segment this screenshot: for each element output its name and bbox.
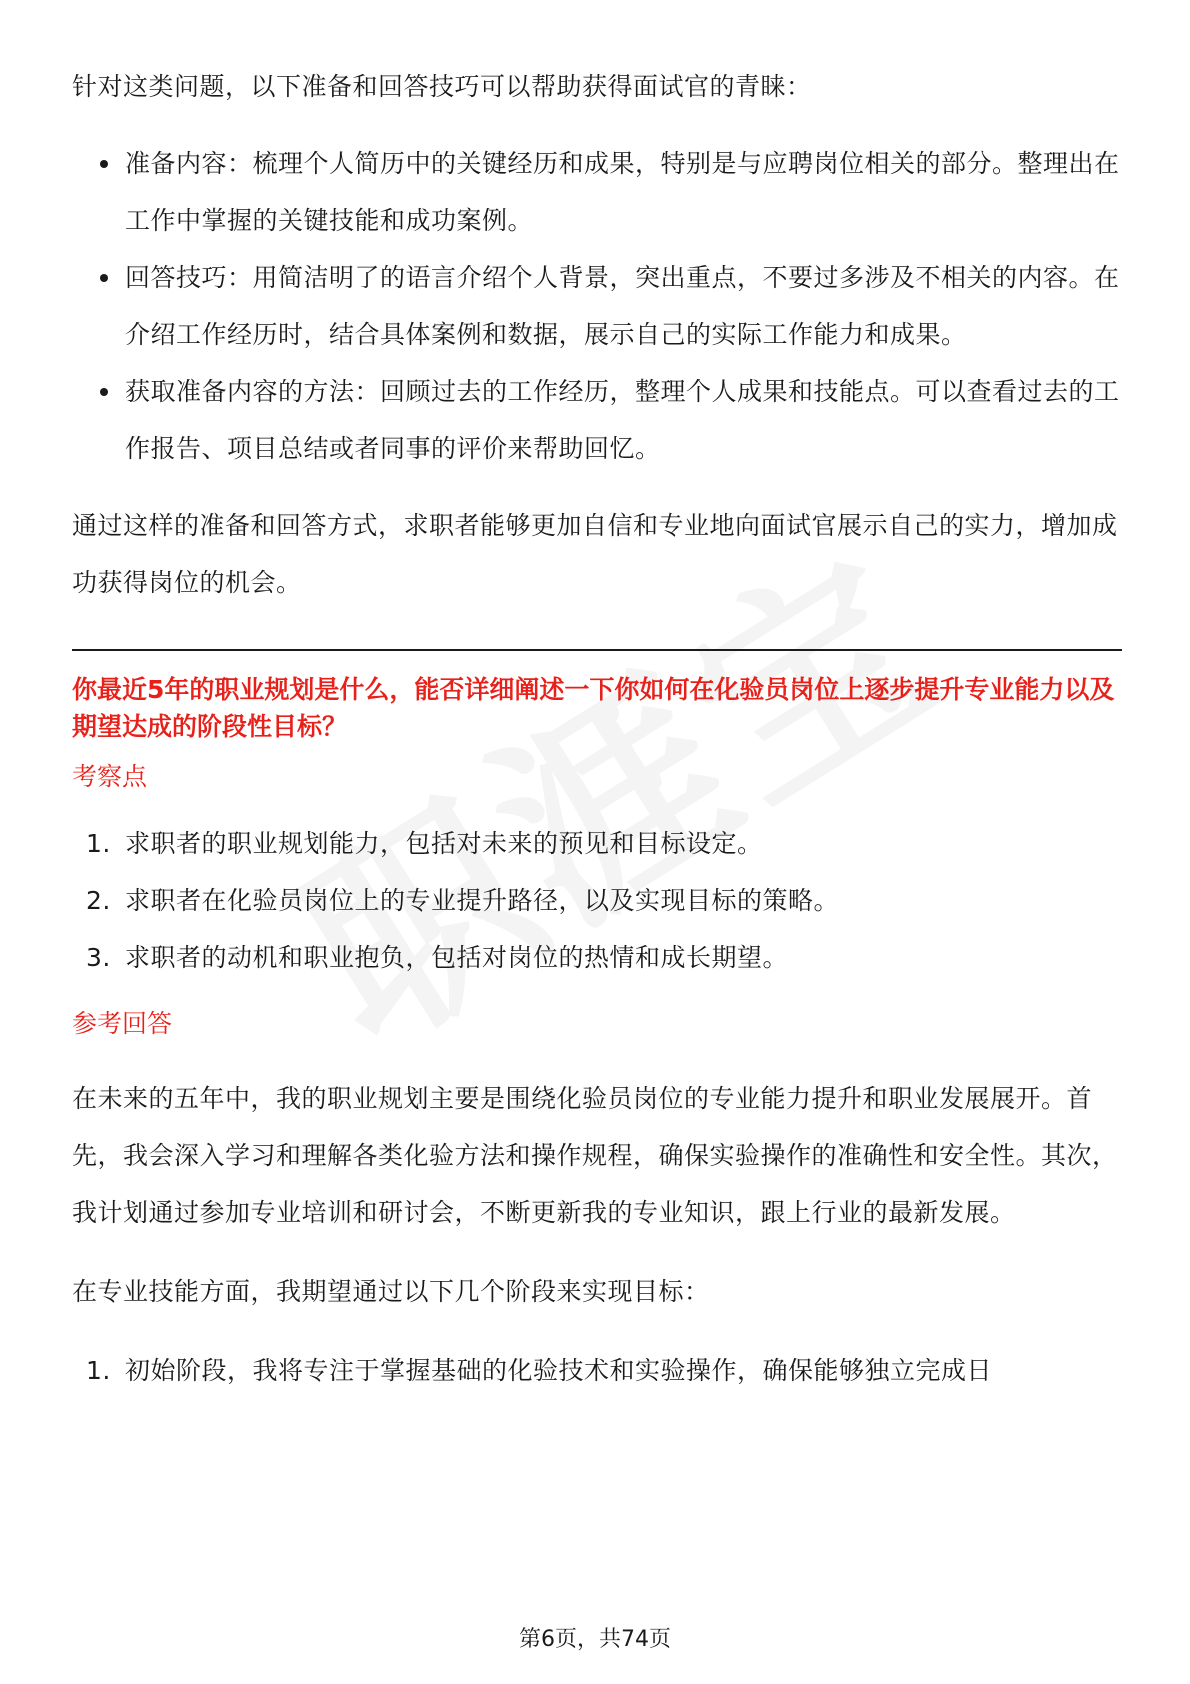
document-page: [72, 58, 1122, 1419]
list-number: 1.: [86, 1356, 111, 1385]
bullet-item: [72, 249, 1122, 363]
page-footer: 第6页，共74页: [519, 1627, 671, 1652]
bullet-dot-icon: [100, 388, 108, 396]
bullet-text: 获取准备内容的方法：回顾过去的工作经历，整理个人成果和技能点。可以查看过去的工作报告、项目总结或者同事的评价来帮助回忆。: [125, 377, 1120, 463]
bullet-text: 准备内容：梳理个人简历中的关键经历和成果，特别是与应聘岗位相关的部分。整理出在工作中掌握的关键技能和成功案例。: [125, 149, 1120, 235]
list-number: 3.: [86, 943, 111, 972]
assessment-item: [72, 929, 1122, 986]
assessment-text: 求职者的职业规划能力，包括对未来的预见和目标设定。: [125, 829, 763, 858]
list-number: 1.: [86, 829, 111, 858]
list-number: 2.: [86, 886, 111, 915]
section-divider: [72, 649, 1122, 651]
stage-item: [72, 1342, 1122, 1399]
assessment-text: 求职者的动机和职业抱负，包括对岗位的热情和成长期望。: [125, 943, 789, 972]
stage-text: 初始阶段，我将专注于掌握基础的化验技术和实验操作，确保能够独立完成日: [125, 1356, 993, 1385]
question-heading: 你最近5年的职业规划是什么，能否详细阐述一下你如何在化验员岗位上逐步提升专业能力以及期望达成的阶段性目标？: [72, 675, 1115, 741]
assessment-text: 求职者在化验员岗位上的专业提升路径，以及实现目标的策略。: [125, 886, 840, 915]
assessment-item: [72, 872, 1122, 929]
answer-paragraph-stages-intro: 在专业技能方面，我期望通过以下几个阶段来实现目标：: [72, 1277, 710, 1306]
bullet-item: [72, 363, 1122, 477]
assessment-heading: 考察点: [72, 762, 148, 791]
answer-heading: 参考回答: [72, 1009, 173, 1038]
bullet-text: 回答技巧：用简洁明了的语言介绍个人背景，突出重点，不要过多涉及不相关的内容。在介绍工作经历时，结合具体案例和数据，展示自己的实际工作能力和成果。: [125, 263, 1120, 349]
answer-paragraph: 在未来的五年中，我的职业规划主要是围绕化验员岗位的专业能力提升和职业发展展开。首先，我会深入学习和理解各类化验方法和操作规程，确保实验操作的准确性和安全性。其次，我计划通过参加专业培训和研讨会，不断更新我的专业知识，跟上行业的最新发展。: [72, 1084, 1118, 1227]
bullet-dot-icon: [100, 274, 108, 282]
tips-bullet-list: [72, 135, 1122, 477]
bullet-item: [72, 135, 1122, 249]
assessment-list: [72, 815, 1122, 986]
stages-list: [72, 1342, 1122, 1399]
assessment-item: [72, 815, 1122, 872]
intro-paragraph: 针对这类问题，以下准备和回答技巧可以帮助获得面试官的青睐：: [72, 72, 812, 101]
summary-paragraph: 通过这样的准备和回答方式，求职者能够更加自信和专业地向面试官展示自己的实力，增加成功获得岗位的机会。: [72, 511, 1118, 597]
bullet-dot-icon: [100, 160, 108, 168]
